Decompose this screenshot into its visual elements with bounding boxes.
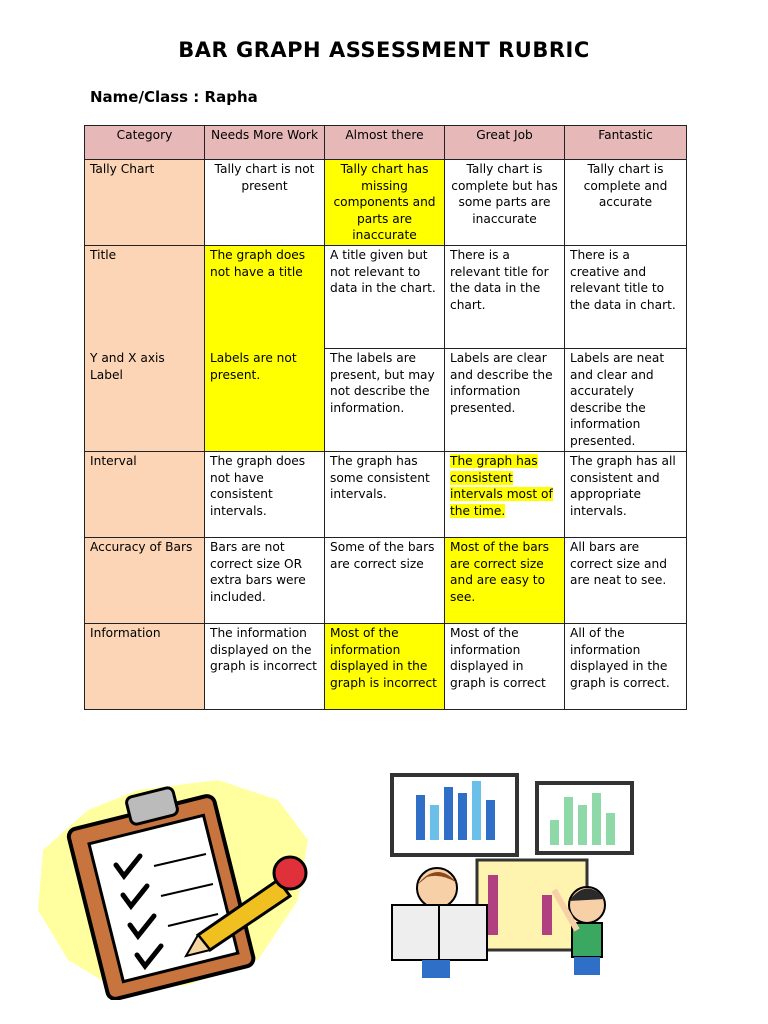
great-cell: Labels are clear and describe the information presented. [445, 349, 565, 452]
great-cell [445, 452, 565, 538]
header-row [85, 126, 687, 160]
rubric-table [84, 125, 687, 710]
header-almost-there: Almost there [325, 126, 445, 160]
table-row [85, 246, 687, 349]
fantastic-cell: There is a creative and relevant title to the data in chart. [565, 246, 687, 349]
table-row [85, 624, 687, 710]
great-cell: Most of the information displayed in graph is correct [445, 624, 565, 710]
page-title: BAR GRAPH ASSESSMENT RUBRIC [178, 38, 590, 62]
name-label: Name/Class : [90, 88, 200, 106]
header-category: Category [85, 126, 205, 160]
fantastic-cell: All of the information displayed in the graph is correct. [565, 624, 687, 710]
header-fantastic: Fantastic [565, 126, 687, 160]
fantastic-cell: The graph has all consistent and appropriate intervals. [565, 452, 687, 538]
needs-title: The graph does not have a title [210, 248, 306, 279]
almost-cell: Some of the bars are correct size [325, 538, 445, 624]
name-class-line [90, 88, 258, 106]
almost-cell: The labels are present, but may not describe the information. [325, 349, 445, 452]
fantastic-cell: Tally chart is complete and accurate [565, 160, 687, 246]
needs-cell: Tally chart is not present [205, 160, 325, 246]
category-cell: Information [85, 624, 205, 710]
table-row [85, 452, 687, 538]
needs-cell: The information displayed on the graph is incorrect [205, 624, 325, 710]
great-cell: Tally chart is complete but has some parts are inaccurate [445, 160, 565, 246]
table-row [85, 538, 687, 624]
almost-cell: A title given but not relevant to data in the chart. [325, 246, 445, 349]
name-value: Rapha [204, 88, 258, 106]
needs-cell: The graph does not have consistent intervals. [205, 452, 325, 538]
great-cell: There is a relevant title for the data in the chart. [445, 246, 565, 349]
kids-with-bar-charts-icon [382, 765, 642, 985]
category-cell [85, 246, 205, 452]
great-highlight: The graph has consistent intervals most of the time. [450, 454, 553, 518]
category-cell: Interval [85, 452, 205, 538]
almost-cell: The graph has some consistent intervals. [325, 452, 445, 538]
category-axis-label: Y and X axis Label [90, 351, 165, 382]
great-cell: Most of the bars are correct size and are easy to see. [445, 538, 565, 624]
category-title: Title [90, 248, 117, 262]
category-cell: Accuracy of Bars [85, 538, 205, 624]
needs-cell [205, 246, 325, 452]
fantastic-cell: All bars are correct size and are neat to see. [565, 538, 687, 624]
needs-cell: Bars are not correct size OR extra bars were included. [205, 538, 325, 624]
needs-axis-label: Labels are not present. [210, 351, 297, 382]
table-row [85, 160, 687, 246]
clipboard-checklist-icon [28, 770, 328, 1000]
almost-cell: Tally chart has missing components and parts are inaccurate [325, 160, 445, 246]
header-great-job: Great Job [445, 126, 565, 160]
fantastic-cell: Labels are neat and clear and accurately describe the information presented. [565, 349, 687, 452]
category-cell: Tally Chart [85, 160, 205, 246]
header-needs-more-work: Needs More Work [205, 126, 325, 160]
almost-cell: Most of the information displayed in the graph is incorrect [325, 624, 445, 710]
